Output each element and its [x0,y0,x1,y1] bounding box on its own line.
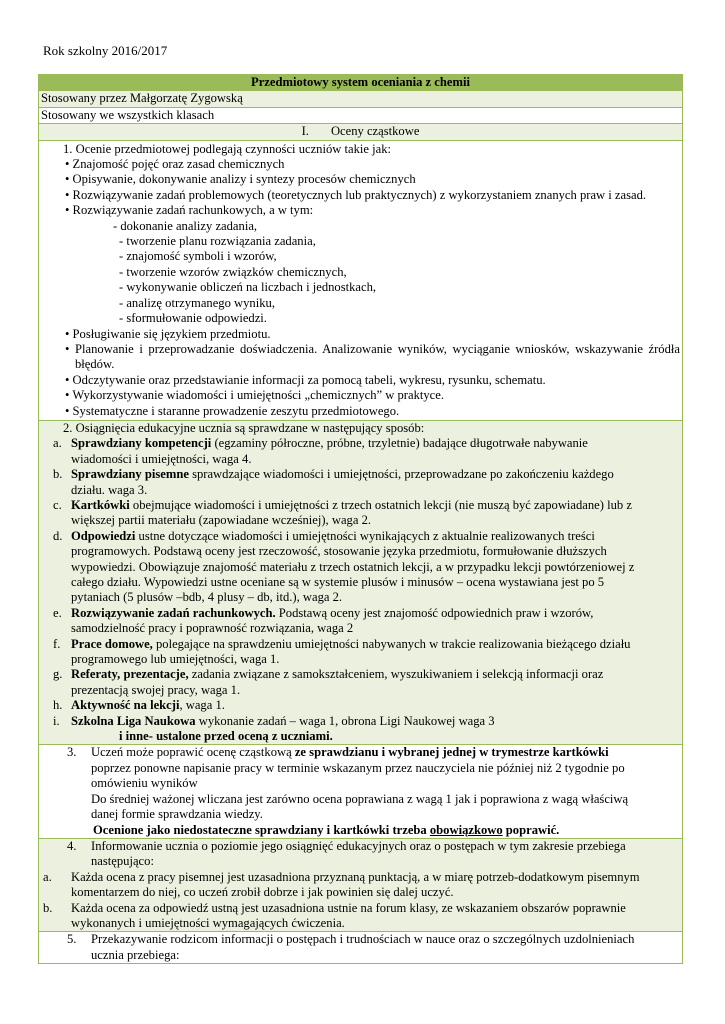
grading-table [38,74,683,964]
list-item: f. Prace domowe, polegające na sprawdzeniu umiejętności nabywanych w trakcie realizowania bieżącego działu programowego lub umiejętności, waga 1. [53,636,631,667]
table-title: Przedmiotowy system oceniania z chemii [39,75,683,91]
list-item: b. Sprawdziany pisemne sprawdzające wiadomości i umiejętności, przeprowadzane po zakończeniu każdego działu. waga 3. [53,467,614,497]
section-heading [39,124,683,140]
list-item: c. Kartkówki obejmujące wiadomości i umiejętności z trzech ostatnich lekcji (nie muszą być zapowiadane) lub z większej partii materiału (zapowiadane wcześniej), waga 2. [53,497,632,528]
list-item: a. Sprawdziany kompetencji (egzaminy półroczne, próbne, trzyletnie) badające długotrwałe nabywanie wiadomości i umiejętności, waga 4. [53,436,588,466]
list-item: g. Referaty, prezentacje, zadania związane z samokształceniem, wyszukiwaniem i selekcją informacji oraz prezentacją swojej pracy, waga 1. [53,667,604,697]
scope-row: Stosowany we wszystkich klasach [39,107,683,123]
block-informing-student [39,838,683,931]
sub-item: - wykonywanie obliczeń na liczbach i jednostkach, [119,280,377,295]
list-item: • Rozwiązywanie zadań problemowych (teoretycznych lub praktycznych) z wykorzystaniem znanych praw i zasad. [65,187,647,202]
section-number: I. [301,124,309,139]
list-item: a. Każda ocena z pracy pisemnej jest uzasadniona przyznaną punktacją, a w miarę potrzeb-dodatkowym pisemnym komentarzem do niej, co uczeń zrobił dobrze i jak powinien się dalej uczyć. [43,869,640,900]
sub-item: - tworzenie wzorów związków chemicznych, [119,264,347,279]
author-row: Stosowany przez Małgorzatę Zygowską [39,91,683,107]
block2-intro: 2. Osiągnięcia edukacyjne ucznia są sprawdzane w następujący sposób: [63,420,425,435]
sub-item: - analizę otrzymanego wyniku, [119,295,275,310]
section-title: Oceny cząstkowe [330,124,420,139]
block3-content: 3. Uczeń może poprawić ocenę cząstkową ze sprawdzianu i wybranej jednej w trymestrze kartkówki poprzez ponowne napisanie pracy w terminie wskazanym przez nauczyciela nie później niż 2 tygodnie po omówieniu wyników Do średniej ważonej wliczana jest zarówno ocena poprawiana z wagą 1 jak i poprawiona z wagą właściwą danej formie sprawdzania wiedzy. Ocenione jako niedostateczne sprawdziany i kartkówki trzeba obowiązkowo poprawić. [67,745,629,837]
list-item: • Posługiwanie się językiem przedmiotu. [65,326,271,341]
list-item: • Planowanie i przeprowadzanie doświadczenia. Analizowanie wyników, wyciąganie wniosków, wskazywanie źródła błędów. [65,341,680,372]
school-year: Rok szkolny 2016/2017 [43,43,168,58]
list-item: • Rozwiązywanie zadań rachunkowych, a w tym: [65,203,314,218]
list-item: d. Odpowiedzi ustne dotyczące wiadomości i umiejętności wynikających z aktualnie realizowanych treści programowych. Podstawą oceny jest rzeczowość, stosowanie języka przedmiotu, formułowanie dłuższych wypowiedzi. Obowiązuje znajomość materiału z trzech ostatnich lekcji, a w przypadku lekcji powtórzeniowej z całego działu. Wypowiedzi ustne oceniane są w systemie plusów i minusów – ocena wystawiana jest po 5 pytaniach (5 plusów –bdb, 4 plusy – db, itd.), waga 2. [53,528,635,605]
list-item: i. Szkolna Liga Naukowa wykonanie zadań – waga 1, obrona Ligi Naukowej waga 3 [53,713,495,728]
list-item: • Znajomość pojęć oraz zasad chemicznych [65,157,285,172]
block-assessment-methods [39,420,683,745]
sub-item: - znajomość symboli i wzorów, [119,249,277,264]
block-grade-correction [39,745,683,838]
list-item: b. Każda ocena za odpowiedź ustną jest uzasadniona ustnie na forum klasy, ze wskazaniem obszarów poprawnie wykonanych i umiejętności wymagających ćwiczenia. [43,900,626,930]
list-item: • Wykorzystywanie wiadomości i umiejętności „chemicznych” w praktyce. [65,388,445,403]
list-item: h. Aktywność na lekcji, waga 1. [53,698,225,713]
block4-intro: 4. Informowanie ucznia o poziomie jego osiągnięć edukacyjnych oraz o postępach w tym zakresie przebiega następująco: [67,838,626,869]
sub-item: - sformułowanie odpowiedzi. [119,311,267,326]
sub-item: - dokonanie analizy zadania, [113,218,258,233]
list-item: • Odczytywanie oraz przedstawianie informacji za pomocą tabeli, wykresu, rysunku, schematu. [65,372,546,387]
sub-item: - tworzenie planu rozwiązania zadania, [119,234,316,249]
list-item: • Systematyczne i staranne prowadzenie zeszytu przedmiotowego. [65,403,400,418]
block-informing-parents [39,932,683,964]
block1-intro: 1. Ocenie przedmiotowej podlegają czynności uczniów takie jak: [63,141,392,156]
block5-intro: 5. Przekazywanie rodzicom informacji o postępach i trudnościach w nauce oraz o szczególnych uzdolnieniach ucznia przebiega: [67,932,635,962]
list-item-note: i inne- ustalone przed oceną z uczniami. [119,729,333,744]
list-item: e. Rozwiązywanie zadań rachunkowych. Podstawą oceny jest znajomość odpowiednich praw i wzorów, samodzielność pracy i poprawność rozwiązania, waga 2 [53,605,594,636]
list-item: • Opisywanie, dokonywanie analizy i syntezy procesów chemicznych [65,172,416,187]
block-competencies [39,140,683,420]
